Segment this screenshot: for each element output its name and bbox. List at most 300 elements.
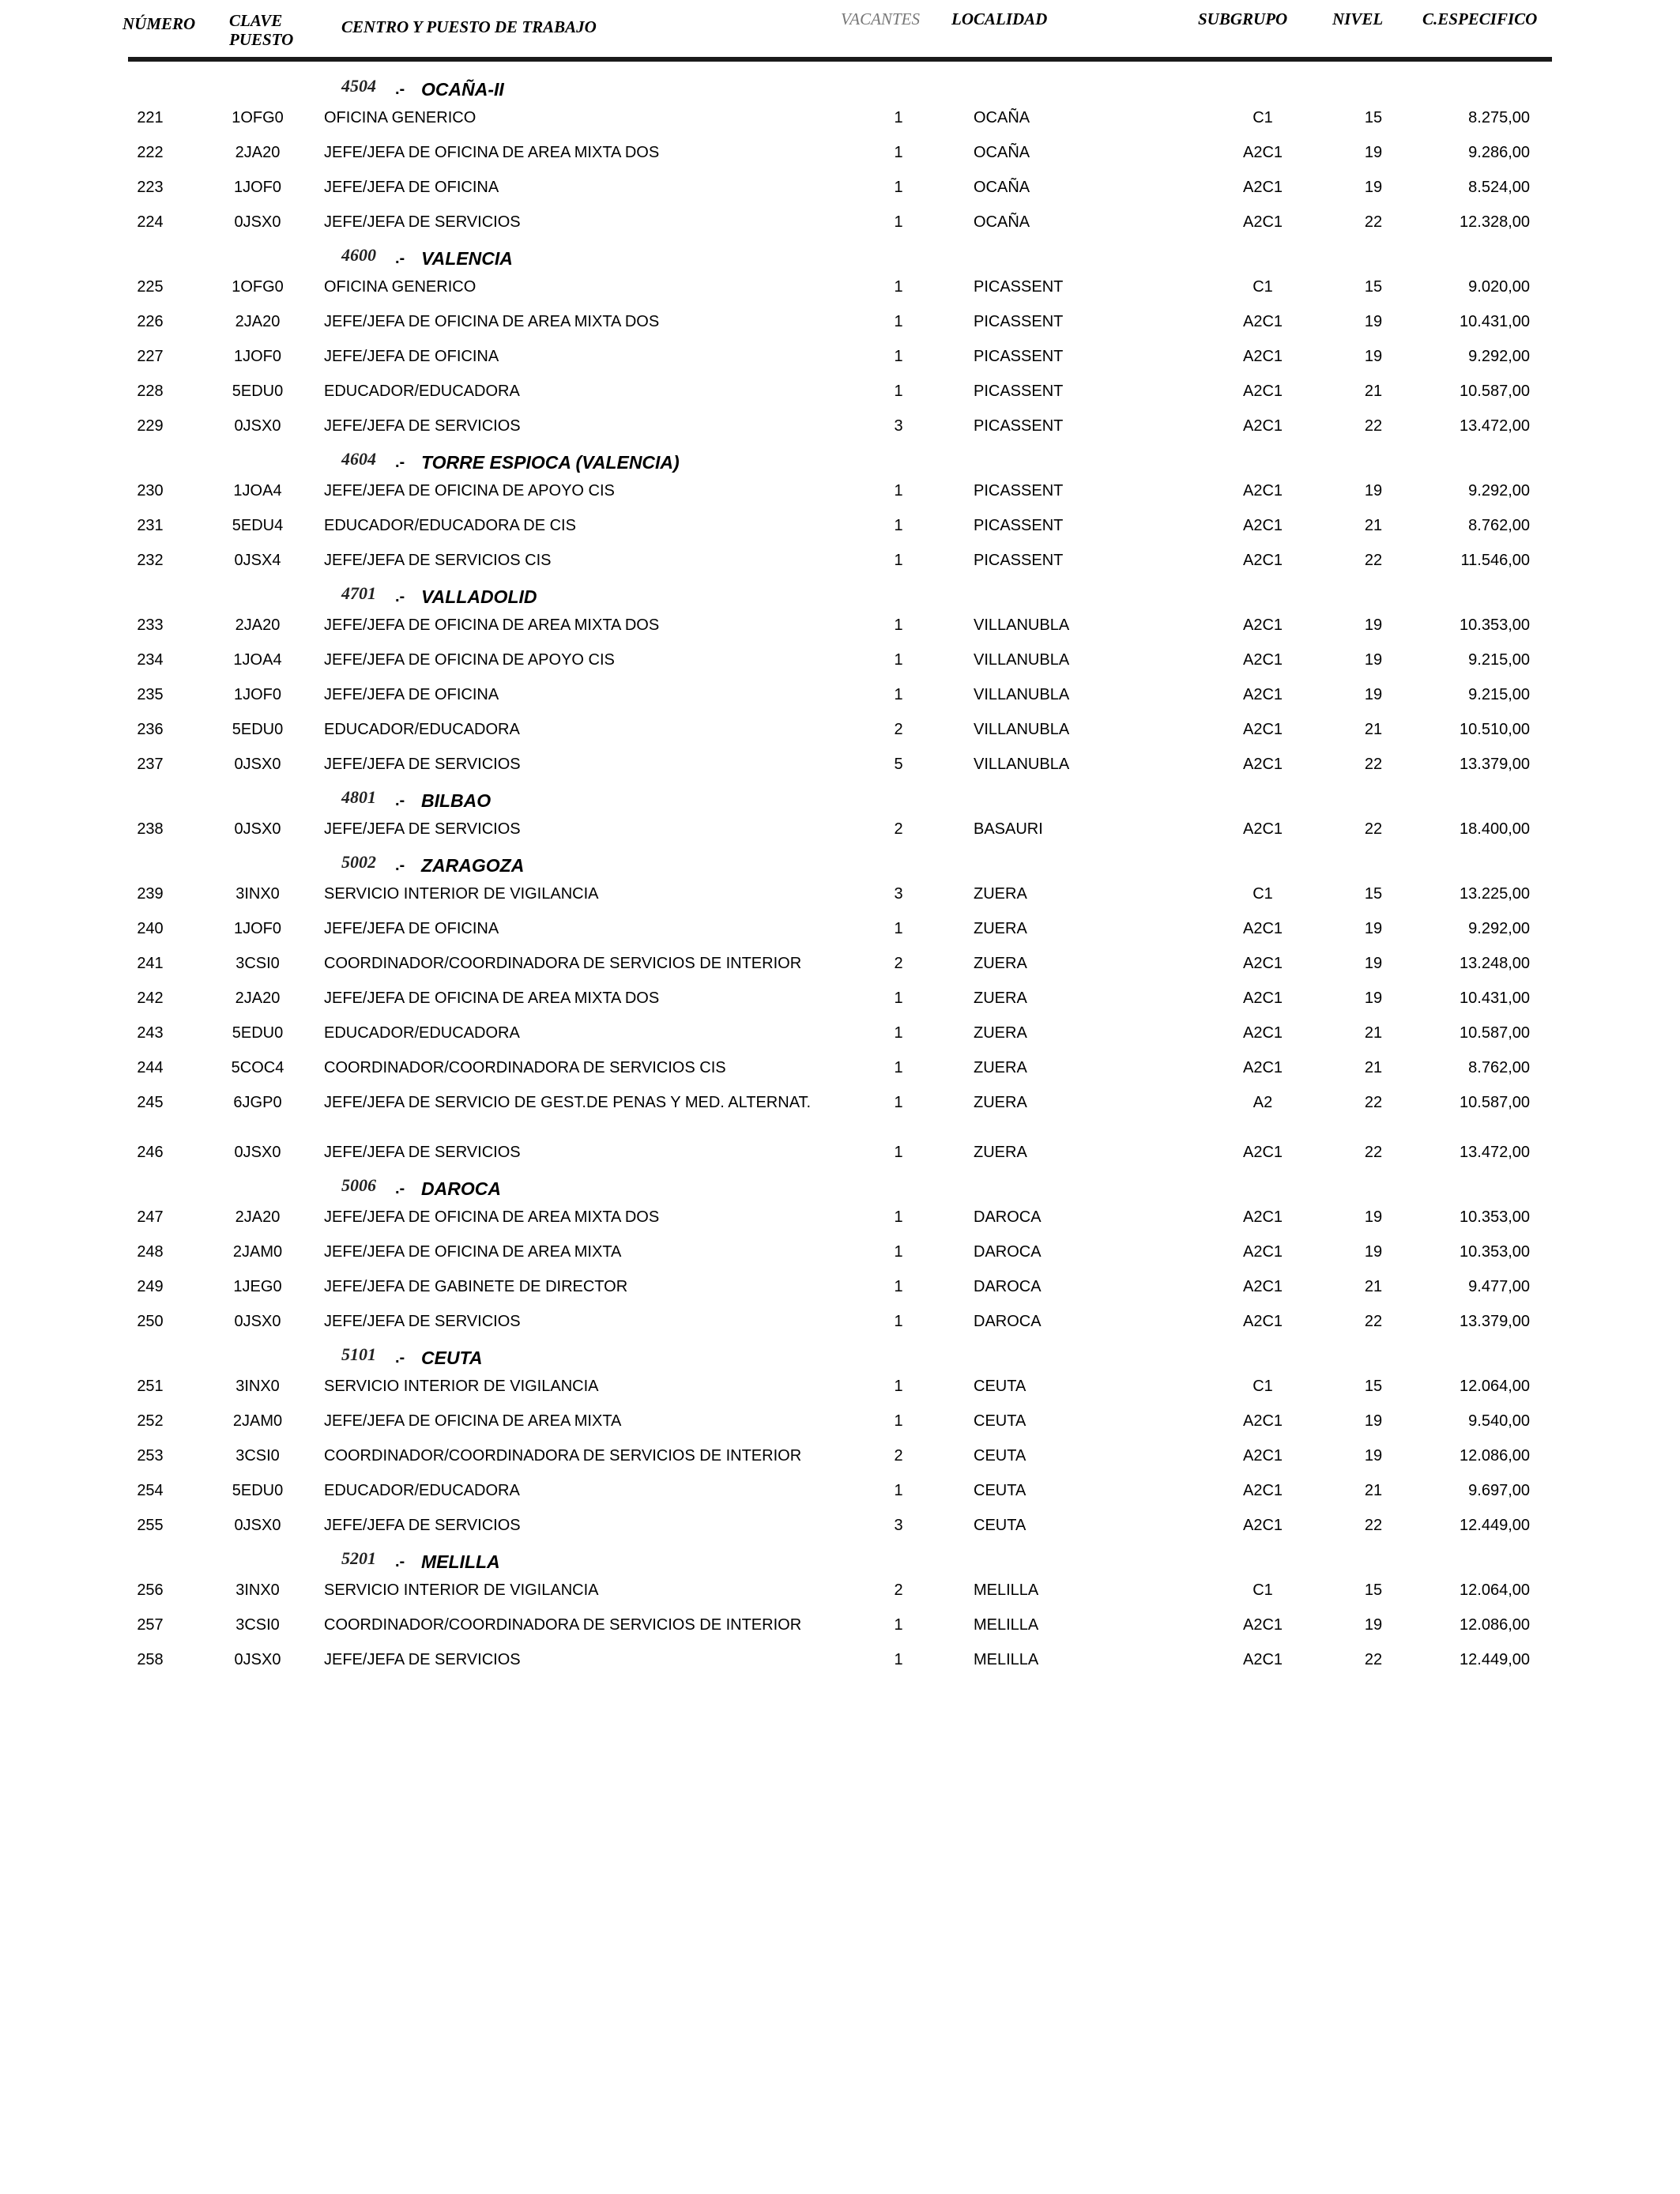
table-row <box>0 1237 1680 1272</box>
row-subgrupo: A2C1 <box>1242 1412 1283 1430</box>
row-vacantes: 1 <box>894 482 903 499</box>
row-localidad: ZUERA <box>974 920 1027 937</box>
row-localidad: BASAURI <box>974 820 1043 838</box>
table-row <box>0 879 1680 914</box>
row-subgrupo: A2C1 <box>1242 1059 1283 1076</box>
row-localidad: PICASSENT <box>974 552 1064 569</box>
row-especifico: 18.400,00 <box>1460 820 1530 838</box>
row-vacantes: 1 <box>894 1278 903 1295</box>
row-subgrupo: A2C1 <box>1242 616 1283 634</box>
row-puesto: JEFE/JEFA DE SERVICIOS <box>324 417 521 435</box>
row-numero: 255 <box>137 1517 164 1534</box>
row-nivel: 21 <box>1364 1482 1383 1499</box>
row-clave: 0JSX0 <box>234 820 281 838</box>
section-name: DAROCA <box>421 1178 501 1199</box>
row-nivel: 19 <box>1364 1243 1383 1261</box>
row-especifico: 12.064,00 <box>1460 1378 1530 1395</box>
row-subgrupo: A2C1 <box>1242 144 1283 161</box>
section-header <box>0 1172 1680 1202</box>
row-subgrupo: A2C1 <box>1242 756 1283 773</box>
section-separator: .- <box>395 1180 405 1197</box>
section-name: TORRE ESPIOCA (VALENCIA) <box>421 452 680 473</box>
row-subgrupo: C1 <box>1252 278 1273 296</box>
row-clave: 2JA20 <box>235 313 281 330</box>
row-puesto: JEFE/JEFA DE OFICINA DE AREA MIXTA <box>324 1412 622 1430</box>
row-nivel: 19 <box>1364 144 1383 161</box>
row-localidad: DAROCA <box>974 1278 1042 1295</box>
row-numero: 250 <box>137 1313 164 1330</box>
row-subgrupo: A2C1 <box>1242 920 1283 937</box>
row-especifico: 9.540,00 <box>1468 1412 1530 1430</box>
row-nivel: 19 <box>1364 686 1383 703</box>
row-especifico: 13.225,00 <box>1460 885 1530 903</box>
row-puesto: EDUCADOR/EDUCADORA <box>324 1482 520 1499</box>
row-subgrupo: A2C1 <box>1242 213 1283 231</box>
row-nivel: 21 <box>1364 1059 1383 1076</box>
table-row <box>0 645 1680 680</box>
row-localidad: MELILLA <box>974 1616 1039 1634</box>
row-vacantes: 1 <box>894 144 903 161</box>
row-numero: 237 <box>137 756 164 773</box>
row-vacantes: 1 <box>894 1412 903 1430</box>
row-puesto: COORDINADOR/COORDINADORA DE SERVICIOS DE INTERIOR <box>324 1447 802 1465</box>
row-numero: 254 <box>137 1482 164 1499</box>
row-vacantes: 3 <box>894 885 903 903</box>
row-nivel: 19 <box>1364 955 1383 972</box>
row-localidad: OCAÑA <box>974 179 1030 196</box>
row-clave: 5EDU4 <box>232 517 284 534</box>
row-vacantes: 1 <box>894 1208 903 1226</box>
row-clave: 5EDU0 <box>232 721 284 738</box>
row-vacantes: 1 <box>894 213 903 231</box>
row-numero: 246 <box>137 1144 164 1161</box>
row-nivel: 22 <box>1364 1651 1383 1668</box>
table-row <box>0 1575 1680 1610</box>
row-especifico: 9.215,00 <box>1468 686 1530 703</box>
row-clave: 1OFG0 <box>232 278 284 296</box>
row-puesto: JEFE/JEFA DE SERVICIO DE GEST.DE PENAS Y MED. ALTERNAT. <box>324 1094 812 1111</box>
row-especifico: 11.546,00 <box>1460 552 1530 569</box>
row-numero: 256 <box>137 1581 164 1599</box>
row-especifico: 13.472,00 <box>1460 1144 1530 1161</box>
row-nivel: 15 <box>1364 109 1383 126</box>
row-especifico: 9.292,00 <box>1468 482 1530 499</box>
row-clave: 0JSX0 <box>234 213 281 231</box>
row-especifico: 13.379,00 <box>1460 756 1530 773</box>
table-row <box>0 983 1680 1018</box>
row-localidad: CEUTA <box>974 1482 1026 1499</box>
row-subgrupo: A2C1 <box>1242 1616 1283 1634</box>
row-clave: 1JEG0 <box>233 1278 282 1295</box>
row-clave: 0JSX0 <box>234 1313 281 1330</box>
row-especifico: 12.328,00 <box>1460 213 1530 231</box>
row-clave: 2JA20 <box>235 1208 281 1226</box>
section-header <box>0 849 1680 879</box>
row-vacantes: 1 <box>894 517 903 534</box>
section-code: 5006 <box>341 1175 376 1195</box>
row-puesto: JEFE/JEFA DE OFICINA <box>324 348 499 365</box>
section-header <box>0 580 1680 610</box>
row-clave: 0JSX0 <box>234 417 281 435</box>
row-puesto: EDUCADOR/EDUCADORA <box>324 721 520 738</box>
row-subgrupo: A2C1 <box>1242 517 1283 534</box>
row-vacantes: 1 <box>894 1243 903 1261</box>
row-clave: 0JSX0 <box>234 756 281 773</box>
row-puesto: JEFE/JEFA DE OFICINA <box>324 179 499 196</box>
table-row <box>0 341 1680 376</box>
row-numero: 229 <box>137 417 164 435</box>
row-especifico: 10.431,00 <box>1460 990 1530 1007</box>
row-localidad: PICASSENT <box>974 313 1064 330</box>
row-especifico: 10.587,00 <box>1460 383 1530 400</box>
table-row <box>0 948 1680 983</box>
section-header <box>0 1545 1680 1575</box>
table-row <box>0 1406 1680 1441</box>
row-puesto: SERVICIO INTERIOR DE VIGILANCIA <box>324 1581 599 1599</box>
section-name: CEUTA <box>421 1348 483 1368</box>
row-localidad: CEUTA <box>974 1517 1026 1534</box>
row-subgrupo: A2C1 <box>1242 990 1283 1007</box>
header-numero: NÚMERO <box>122 14 196 33</box>
section-name: VALLADOLID <box>421 586 537 607</box>
table-row <box>0 1202 1680 1237</box>
row-subgrupo: A2 <box>1252 1094 1273 1111</box>
section-header <box>0 242 1680 272</box>
row-clave: 3CSI0 <box>235 1616 280 1634</box>
table-row <box>0 1441 1680 1476</box>
row-especifico: 13.472,00 <box>1460 417 1530 435</box>
row-vacantes: 1 <box>894 179 903 196</box>
table-row <box>0 749 1680 784</box>
row-especifico: 10.431,00 <box>1460 313 1530 330</box>
row-localidad: VILLANUBLA <box>974 756 1070 773</box>
section-separator: .- <box>395 792 405 809</box>
row-clave: 1JOF0 <box>233 686 282 703</box>
table-row <box>0 207 1680 242</box>
row-subgrupo: C1 <box>1252 109 1273 126</box>
section-header <box>0 1341 1680 1371</box>
row-subgrupo: A2C1 <box>1242 552 1283 569</box>
row-especifico: 13.379,00 <box>1460 1313 1530 1330</box>
table-row <box>0 814 1680 849</box>
row-vacantes: 1 <box>894 1313 903 1330</box>
row-nivel: 19 <box>1364 651 1383 669</box>
row-clave: 0JSX0 <box>234 1517 281 1534</box>
table-row <box>0 307 1680 341</box>
row-vacantes: 5 <box>894 756 903 773</box>
row-clave: 1JOF0 <box>233 179 282 196</box>
section-separator: .- <box>395 1553 405 1570</box>
row-numero: 251 <box>137 1378 164 1395</box>
section-code: 5101 <box>341 1344 376 1364</box>
row-nivel: 21 <box>1364 721 1383 738</box>
row-clave: 3INX0 <box>235 1378 280 1395</box>
row-subgrupo: C1 <box>1252 885 1273 903</box>
section-separator: .- <box>395 857 405 874</box>
section-separator: .- <box>395 1349 405 1367</box>
row-localidad: VILLANUBLA <box>974 616 1070 634</box>
row-puesto: JEFE/JEFA DE SERVICIOS <box>324 820 521 838</box>
table-row <box>0 714 1680 749</box>
row-clave: 2JA20 <box>235 616 281 634</box>
row-vacantes: 1 <box>894 990 903 1007</box>
row-subgrupo: A2C1 <box>1242 1024 1283 1042</box>
row-especifico: 9.020,00 <box>1468 278 1530 296</box>
row-numero: 235 <box>137 686 164 703</box>
row-subgrupo: A2C1 <box>1242 651 1283 669</box>
section-header <box>0 784 1680 814</box>
row-nivel: 22 <box>1364 1313 1383 1330</box>
row-vacantes: 1 <box>894 1651 903 1668</box>
row-nivel: 19 <box>1364 313 1383 330</box>
row-puesto: JEFE/JEFA DE SERVICIOS <box>324 1313 521 1330</box>
row-puesto: COORDINADOR/COORDINADORA DE SERVICIOS DE INTERIOR <box>324 955 802 972</box>
row-subgrupo: A2C1 <box>1242 721 1283 738</box>
section-code: 5002 <box>341 852 376 872</box>
section-separator: .- <box>395 81 405 98</box>
row-nivel: 22 <box>1364 213 1383 231</box>
row-clave: 0JSX0 <box>234 1144 281 1161</box>
row-puesto: JEFE/JEFA DE OFICINA DE AREA MIXTA DOS <box>324 990 660 1007</box>
row-clave: 1JOA4 <box>233 482 282 499</box>
header-especifico: C.ESPECIFICO <box>1422 9 1538 28</box>
row-nivel: 21 <box>1364 517 1383 534</box>
row-clave: 2JA20 <box>235 990 281 1007</box>
table-row <box>0 1510 1680 1545</box>
row-nivel: 19 <box>1364 348 1383 365</box>
row-subgrupo: A2C1 <box>1242 1208 1283 1226</box>
row-puesto: JEFE/JEFA DE OFICINA <box>324 686 499 703</box>
row-especifico: 8.762,00 <box>1468 517 1530 534</box>
header-localidad: LOCALIDAD <box>951 9 1048 28</box>
row-subgrupo: C1 <box>1252 1378 1273 1395</box>
row-numero: 244 <box>137 1059 164 1076</box>
row-localidad: PICASSENT <box>974 383 1064 400</box>
row-especifico: 9.697,00 <box>1468 1482 1530 1499</box>
row-subgrupo: A2C1 <box>1242 686 1283 703</box>
row-localidad: VILLANUBLA <box>974 721 1070 738</box>
row-vacantes: 1 <box>894 1616 903 1634</box>
row-vacantes: 1 <box>894 651 903 669</box>
row-localidad: VILLANUBLA <box>974 651 1070 669</box>
section-header <box>0 73 1680 103</box>
row-numero: 231 <box>137 517 164 534</box>
row-subgrupo: A2C1 <box>1242 179 1283 196</box>
table-row <box>0 511 1680 545</box>
row-vacantes: 1 <box>894 1482 903 1499</box>
row-especifico: 12.086,00 <box>1460 1616 1530 1634</box>
row-nivel: 22 <box>1364 552 1383 569</box>
row-especifico: 9.292,00 <box>1468 920 1530 937</box>
row-subgrupo: A2C1 <box>1242 482 1283 499</box>
row-vacantes: 1 <box>894 278 903 296</box>
row-clave: 0JSX4 <box>234 552 281 569</box>
row-numero: 243 <box>137 1024 164 1042</box>
row-numero: 228 <box>137 383 164 400</box>
row-puesto: SERVICIO INTERIOR DE VIGILANCIA <box>324 885 599 903</box>
row-subgrupo: A2C1 <box>1242 1517 1283 1534</box>
row-especifico: 10.353,00 <box>1460 1208 1530 1226</box>
row-localidad: MELILLA <box>974 1651 1039 1668</box>
row-clave: 2JAM0 <box>232 1243 283 1261</box>
row-subgrupo: A2C1 <box>1242 383 1283 400</box>
section-code: 4801 <box>341 787 376 807</box>
section-code: 4600 <box>341 245 376 265</box>
row-especifico: 12.449,00 <box>1460 1651 1530 1668</box>
row-subgrupo: A2C1 <box>1242 1482 1283 1499</box>
row-puesto: COORDINADOR/COORDINADORA DE SERVICIOS DE INTERIOR <box>324 1616 802 1634</box>
row-puesto: JEFE/JEFA DE GABINETE DE DIRECTOR <box>324 1278 628 1295</box>
row-nivel: 19 <box>1364 990 1383 1007</box>
row-nivel: 21 <box>1364 1024 1383 1042</box>
row-especifico: 12.449,00 <box>1460 1517 1530 1534</box>
row-localidad: ZUERA <box>974 1144 1027 1161</box>
row-clave: 1JOF0 <box>233 920 282 937</box>
row-numero: 227 <box>137 348 164 365</box>
row-especifico: 8.275,00 <box>1468 109 1530 126</box>
row-vacantes: 1 <box>894 1144 903 1161</box>
row-vacantes: 2 <box>894 820 903 838</box>
row-localidad: DAROCA <box>974 1208 1042 1226</box>
row-nivel: 15 <box>1364 1581 1383 1599</box>
row-subgrupo: A2C1 <box>1242 313 1283 330</box>
positions-table <box>0 73 1680 1679</box>
row-numero: 241 <box>137 955 164 972</box>
row-numero: 224 <box>137 213 164 231</box>
row-localidad: VILLANUBLA <box>974 686 1070 703</box>
row-puesto: JEFE/JEFA DE SERVICIOS <box>324 756 521 773</box>
row-nivel: 22 <box>1364 1144 1383 1161</box>
row-numero: 238 <box>137 820 164 838</box>
row-nivel: 22 <box>1364 417 1383 435</box>
row-subgrupo: A2C1 <box>1242 820 1283 838</box>
row-nivel: 21 <box>1364 1278 1383 1295</box>
row-especifico: 12.086,00 <box>1460 1447 1530 1465</box>
row-nivel: 15 <box>1364 1378 1383 1395</box>
row-especifico: 12.064,00 <box>1460 1581 1530 1599</box>
row-nivel: 19 <box>1364 616 1383 634</box>
section-name: BILBAO <box>421 790 492 811</box>
header-vacantes: VACANTES <box>841 9 920 28</box>
row-localidad: CEUTA <box>974 1412 1026 1430</box>
row-numero: 252 <box>137 1412 164 1430</box>
table-row <box>0 1476 1680 1510</box>
row-numero: 225 <box>137 278 164 296</box>
row-vacantes: 3 <box>894 1517 903 1534</box>
row-numero: 234 <box>137 651 164 669</box>
row-puesto: JEFE/JEFA DE OFICINA DE AREA MIXTA DOS <box>324 313 660 330</box>
row-vacantes: 2 <box>894 1447 903 1465</box>
table-row <box>0 1053 1680 1088</box>
row-subgrupo: A2C1 <box>1242 1651 1283 1668</box>
table-row <box>0 272 1680 307</box>
row-vacantes: 1 <box>894 1024 903 1042</box>
section-code: 5201 <box>341 1548 376 1568</box>
row-numero: 239 <box>137 885 164 903</box>
table-row <box>0 914 1680 948</box>
row-puesto: JEFE/JEFA DE OFICINA DE AREA MIXTA DOS <box>324 1208 660 1226</box>
table-row <box>0 1272 1680 1306</box>
row-clave: 2JAM0 <box>232 1412 283 1430</box>
row-nivel: 22 <box>1364 756 1383 773</box>
row-subgrupo: A2C1 <box>1242 1243 1283 1261</box>
row-nivel: 19 <box>1364 482 1383 499</box>
row-nivel: 19 <box>1364 920 1383 937</box>
row-numero: 249 <box>137 1278 164 1295</box>
row-nivel: 19 <box>1364 179 1383 196</box>
row-nivel: 22 <box>1364 820 1383 838</box>
row-puesto: JEFE/JEFA DE OFICINA DE AREA MIXTA DOS <box>324 616 660 634</box>
header-nivel: NIVEL <box>1332 9 1384 28</box>
row-numero: 245 <box>137 1094 164 1111</box>
row-localidad: CEUTA <box>974 1378 1026 1395</box>
row-clave: 2JA20 <box>235 144 281 161</box>
table-row <box>0 1306 1680 1341</box>
row-especifico: 9.477,00 <box>1468 1278 1530 1295</box>
row-numero: 221 <box>137 109 164 126</box>
row-puesto: JEFE/JEFA DE OFICINA DE AREA MIXTA <box>324 1243 622 1261</box>
header-centro: CENTRO Y PUESTO DE TRABAJO <box>341 17 597 36</box>
row-subgrupo: A2C1 <box>1242 417 1283 435</box>
row-vacantes: 2 <box>894 1581 903 1599</box>
row-localidad: PICASSENT <box>974 517 1064 534</box>
row-puesto: EDUCADOR/EDUCADORA DE CIS <box>324 517 576 534</box>
row-puesto: JEFE/JEFA DE OFICINA <box>324 920 499 937</box>
row-vacantes: 3 <box>894 417 903 435</box>
row-puesto: JEFE/JEFA DE OFICINA DE APOYO CIS <box>324 651 615 669</box>
section-separator: .- <box>395 454 405 471</box>
row-localidad: CEUTA <box>974 1447 1026 1465</box>
table-row <box>0 1610 1680 1645</box>
header-puesto: PUESTO <box>229 30 294 49</box>
table-row <box>0 545 1680 580</box>
row-especifico: 10.587,00 <box>1460 1094 1530 1111</box>
row-vacantes: 1 <box>894 1378 903 1395</box>
row-nivel: 19 <box>1364 1447 1383 1465</box>
row-puesto: JEFE/JEFA DE OFICINA DE APOYO CIS <box>324 482 615 499</box>
row-localidad: OCAÑA <box>974 213 1030 231</box>
row-puesto: SERVICIO INTERIOR DE VIGILANCIA <box>324 1378 599 1395</box>
row-vacantes: 2 <box>894 721 903 738</box>
row-clave: 3INX0 <box>235 1581 280 1599</box>
row-puesto: EDUCADOR/EDUCADORA <box>324 383 520 400</box>
table-row <box>0 1018 1680 1053</box>
row-localidad: PICASSENT <box>974 417 1064 435</box>
row-vacantes: 1 <box>894 383 903 400</box>
row-nivel: 21 <box>1364 383 1383 400</box>
row-numero: 257 <box>137 1616 164 1634</box>
row-vacantes: 1 <box>894 616 903 634</box>
header-subgrupo: SUBGRUPO <box>1198 9 1288 28</box>
row-puesto: EDUCADOR/EDUCADORA <box>324 1024 520 1042</box>
header-clave: CLAVE <box>229 11 283 30</box>
row-especifico: 9.215,00 <box>1468 651 1530 669</box>
row-numero: 233 <box>137 616 164 634</box>
row-numero: 236 <box>137 721 164 738</box>
row-subgrupo: A2C1 <box>1242 1313 1283 1330</box>
row-puesto: JEFE/JEFA DE SERVICIOS <box>324 1517 521 1534</box>
row-vacantes: 1 <box>894 313 903 330</box>
row-especifico: 10.353,00 <box>1460 1243 1530 1261</box>
table-row <box>0 1088 1680 1137</box>
row-nivel: 15 <box>1364 278 1383 296</box>
row-clave: 5EDU0 <box>232 1482 284 1499</box>
row-especifico: 13.248,00 <box>1460 955 1530 972</box>
row-nivel: 19 <box>1364 1208 1383 1226</box>
row-vacantes: 1 <box>894 920 903 937</box>
row-numero: 258 <box>137 1651 164 1668</box>
table-row <box>0 138 1680 172</box>
